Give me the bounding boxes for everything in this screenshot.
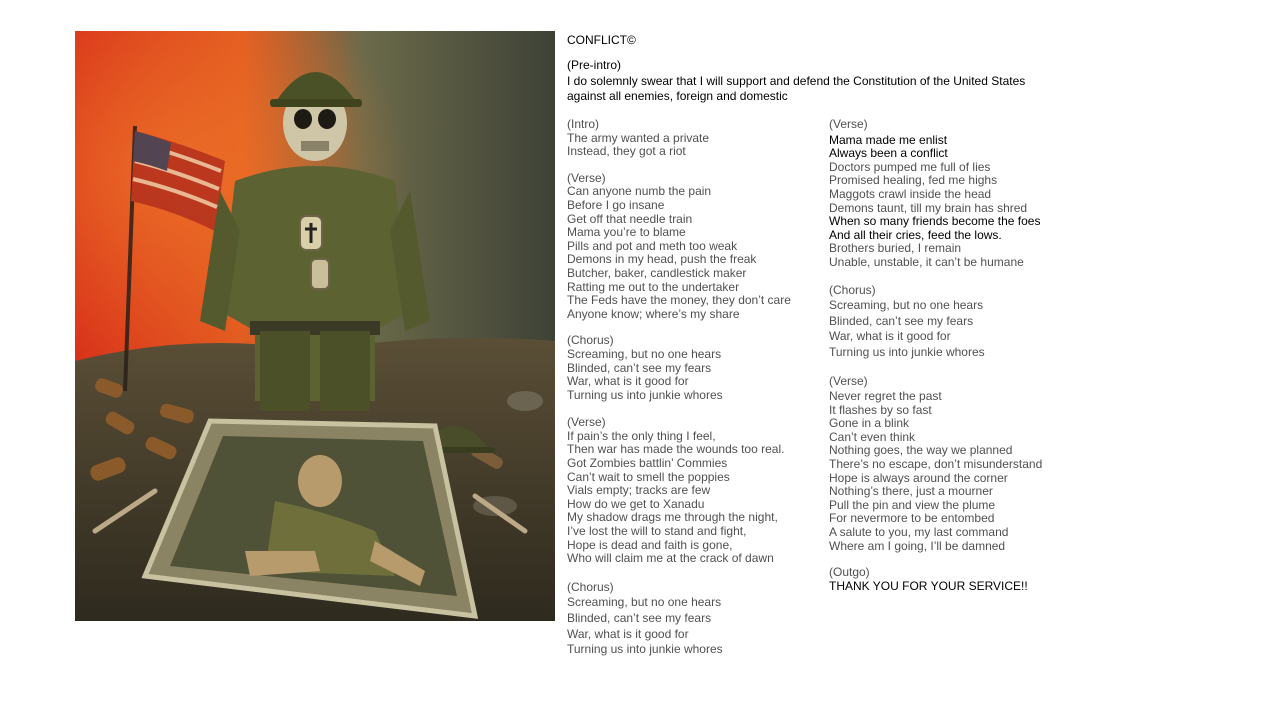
artwork-illustration: [75, 31, 555, 621]
section-label: (Chorus): [567, 579, 614, 594]
lyric-line: My shadow drags me through the night,: [567, 510, 778, 525]
lyric-line: How do we get to Xanadu: [567, 496, 705, 511]
lyric-line: War, what is it good for: [829, 329, 951, 344]
lyric-line: Screaming, but no one hears: [567, 346, 722, 361]
lyric-line: Blinded, can’t see my fears: [567, 360, 712, 375]
section-label: (Intro): [567, 117, 600, 131]
lyric-line: Pills and pot and meth too weak: [567, 238, 738, 253]
lyric-line: Promised healing, fed me highs: [829, 173, 998, 188]
lyric-line: The Feds have the money, they don’t care: [567, 293, 791, 308]
lyric-line: Who will claim me at the crack of dawn: [567, 551, 774, 566]
lyric-line: Demons in my head, push the freak: [567, 252, 757, 267]
section-verse-4: [829, 375, 1089, 554]
lyric-line: Get off that needle train: [567, 211, 693, 226]
lyric-line: against all enemies, foreign and domestic: [567, 89, 788, 103]
pre-intro: [567, 58, 1047, 105]
section-label: (Verse): [567, 415, 606, 430]
lyric-line: When so many friends become the foes: [829, 214, 1041, 229]
lyric-line: Screaming, but no one hears: [829, 298, 984, 313]
lyric-line: Can’t even think: [829, 429, 916, 444]
lyric-line: A salute to you, my last command: [829, 525, 1009, 540]
section-label: (Outgo): [829, 565, 870, 580]
lyric-line: THANK YOU FOR YOUR SERVICE!!: [829, 578, 1028, 593]
lyric-line: Doctors pumped me full of lies: [829, 159, 991, 174]
lyric-line: Mama made me enlist: [829, 132, 948, 147]
lyric-line: Nothing goes, the way we planned: [829, 443, 1013, 458]
lyric-line: There’s no escape, don’t misunderstand: [829, 457, 1043, 472]
lyrics-column-right: [829, 118, 1089, 593]
lyric-line: Mama you’re to blame: [567, 225, 686, 240]
section-verse-2: [567, 416, 822, 566]
lyric-line: The army wanted a private: [567, 130, 710, 145]
section-verse-1: [567, 172, 822, 322]
lyric-line: Butcher, baker, candlestick maker: [567, 265, 747, 280]
section-outgo: [829, 566, 1089, 593]
lyric-line: Brothers buried, I remain: [829, 241, 962, 256]
lyric-line: I’ve lost the will to stand and fight,: [567, 524, 747, 539]
lyric-line: Got Zombies battlin’ Commies: [567, 456, 728, 471]
song-title: CONFLICT©: [567, 33, 636, 47]
lyric-line: Maggots crawl inside the head: [829, 186, 992, 201]
lyric-line: Pull the pin and view the plume: [829, 497, 996, 512]
section-label: (Chorus): [829, 282, 876, 297]
lyric-line: Then war has made the wounds too real.: [567, 442, 785, 457]
lyric-line: Never regret the past: [829, 389, 942, 404]
lyric-line: Hope is always around the corner: [829, 470, 1008, 485]
lyric-line: Nothing’s there, just a mourner: [829, 484, 993, 499]
lyric-line: For nevermore to be entombed: [829, 511, 995, 526]
lyric-line: Screaming, but no one hears: [567, 595, 722, 610]
lyric-line: Always been a conflict: [829, 146, 948, 161]
section-label: (Verse): [567, 170, 606, 185]
section-verse-3: [829, 118, 1089, 270]
lyric-line: War, what is it good for: [567, 626, 689, 641]
section-label: (Pre-intro): [567, 58, 622, 72]
lyric-line: Blinded, can’t see my fears: [829, 313, 974, 328]
lyric-line: Turning us into junkie whores: [829, 344, 985, 359]
lyric-line: Blinded, can’t see my fears: [567, 611, 712, 625]
lyric-line: Anyone know; where’s my share: [567, 306, 740, 321]
lyric-line: Can anyone numb the pain: [567, 184, 712, 199]
lyric-line: War, what is it good for: [567, 374, 689, 389]
lyric-line: Unable, unstable, it can’t be humane: [829, 254, 1024, 269]
lyric-line: Before I go insane: [567, 197, 665, 212]
lyric-line: If pain’s the only thing I feel,: [567, 428, 716, 443]
lyric-line: Turning us into junkie whores: [567, 642, 723, 657]
lyric-line: It flashes by so fast: [829, 402, 932, 417]
section-intro: [567, 118, 822, 159]
album-artwork: [75, 31, 555, 621]
section-label: (Verse): [829, 117, 868, 131]
lyric-line: Demons taunt, till my brain has shred: [829, 200, 1028, 215]
lyric-line: Gone in a blink: [829, 416, 910, 431]
section-label: (Chorus): [567, 333, 614, 348]
lyric-line: Can’t wait to smell the poppies: [567, 469, 730, 484]
lyrics-column-left: [567, 118, 822, 658]
lyric-line: Hope is dead and faith is gone,: [567, 537, 733, 552]
lyric-line: Instead, they got a riot: [567, 144, 686, 159]
section-chorus-1: [567, 334, 822, 402]
lyric-line: Where am I going, I’ll be damned: [829, 538, 1006, 553]
lyric-line: Ratting me out to the undertaker: [567, 279, 740, 294]
section-chorus-3: [829, 283, 1089, 361]
lyric-line: Vials empty; tracks are few: [567, 483, 711, 498]
lyric-line: And all their cries, feed the lows.: [829, 227, 1002, 242]
lyric-line: I do solemnly swear that I will support and defend the Constitution of the United States: [567, 73, 1026, 88]
lyric-line: Turning us into junkie whores: [567, 387, 723, 402]
section-chorus-2: [567, 580, 822, 658]
section-label: (Verse): [829, 373, 868, 388]
